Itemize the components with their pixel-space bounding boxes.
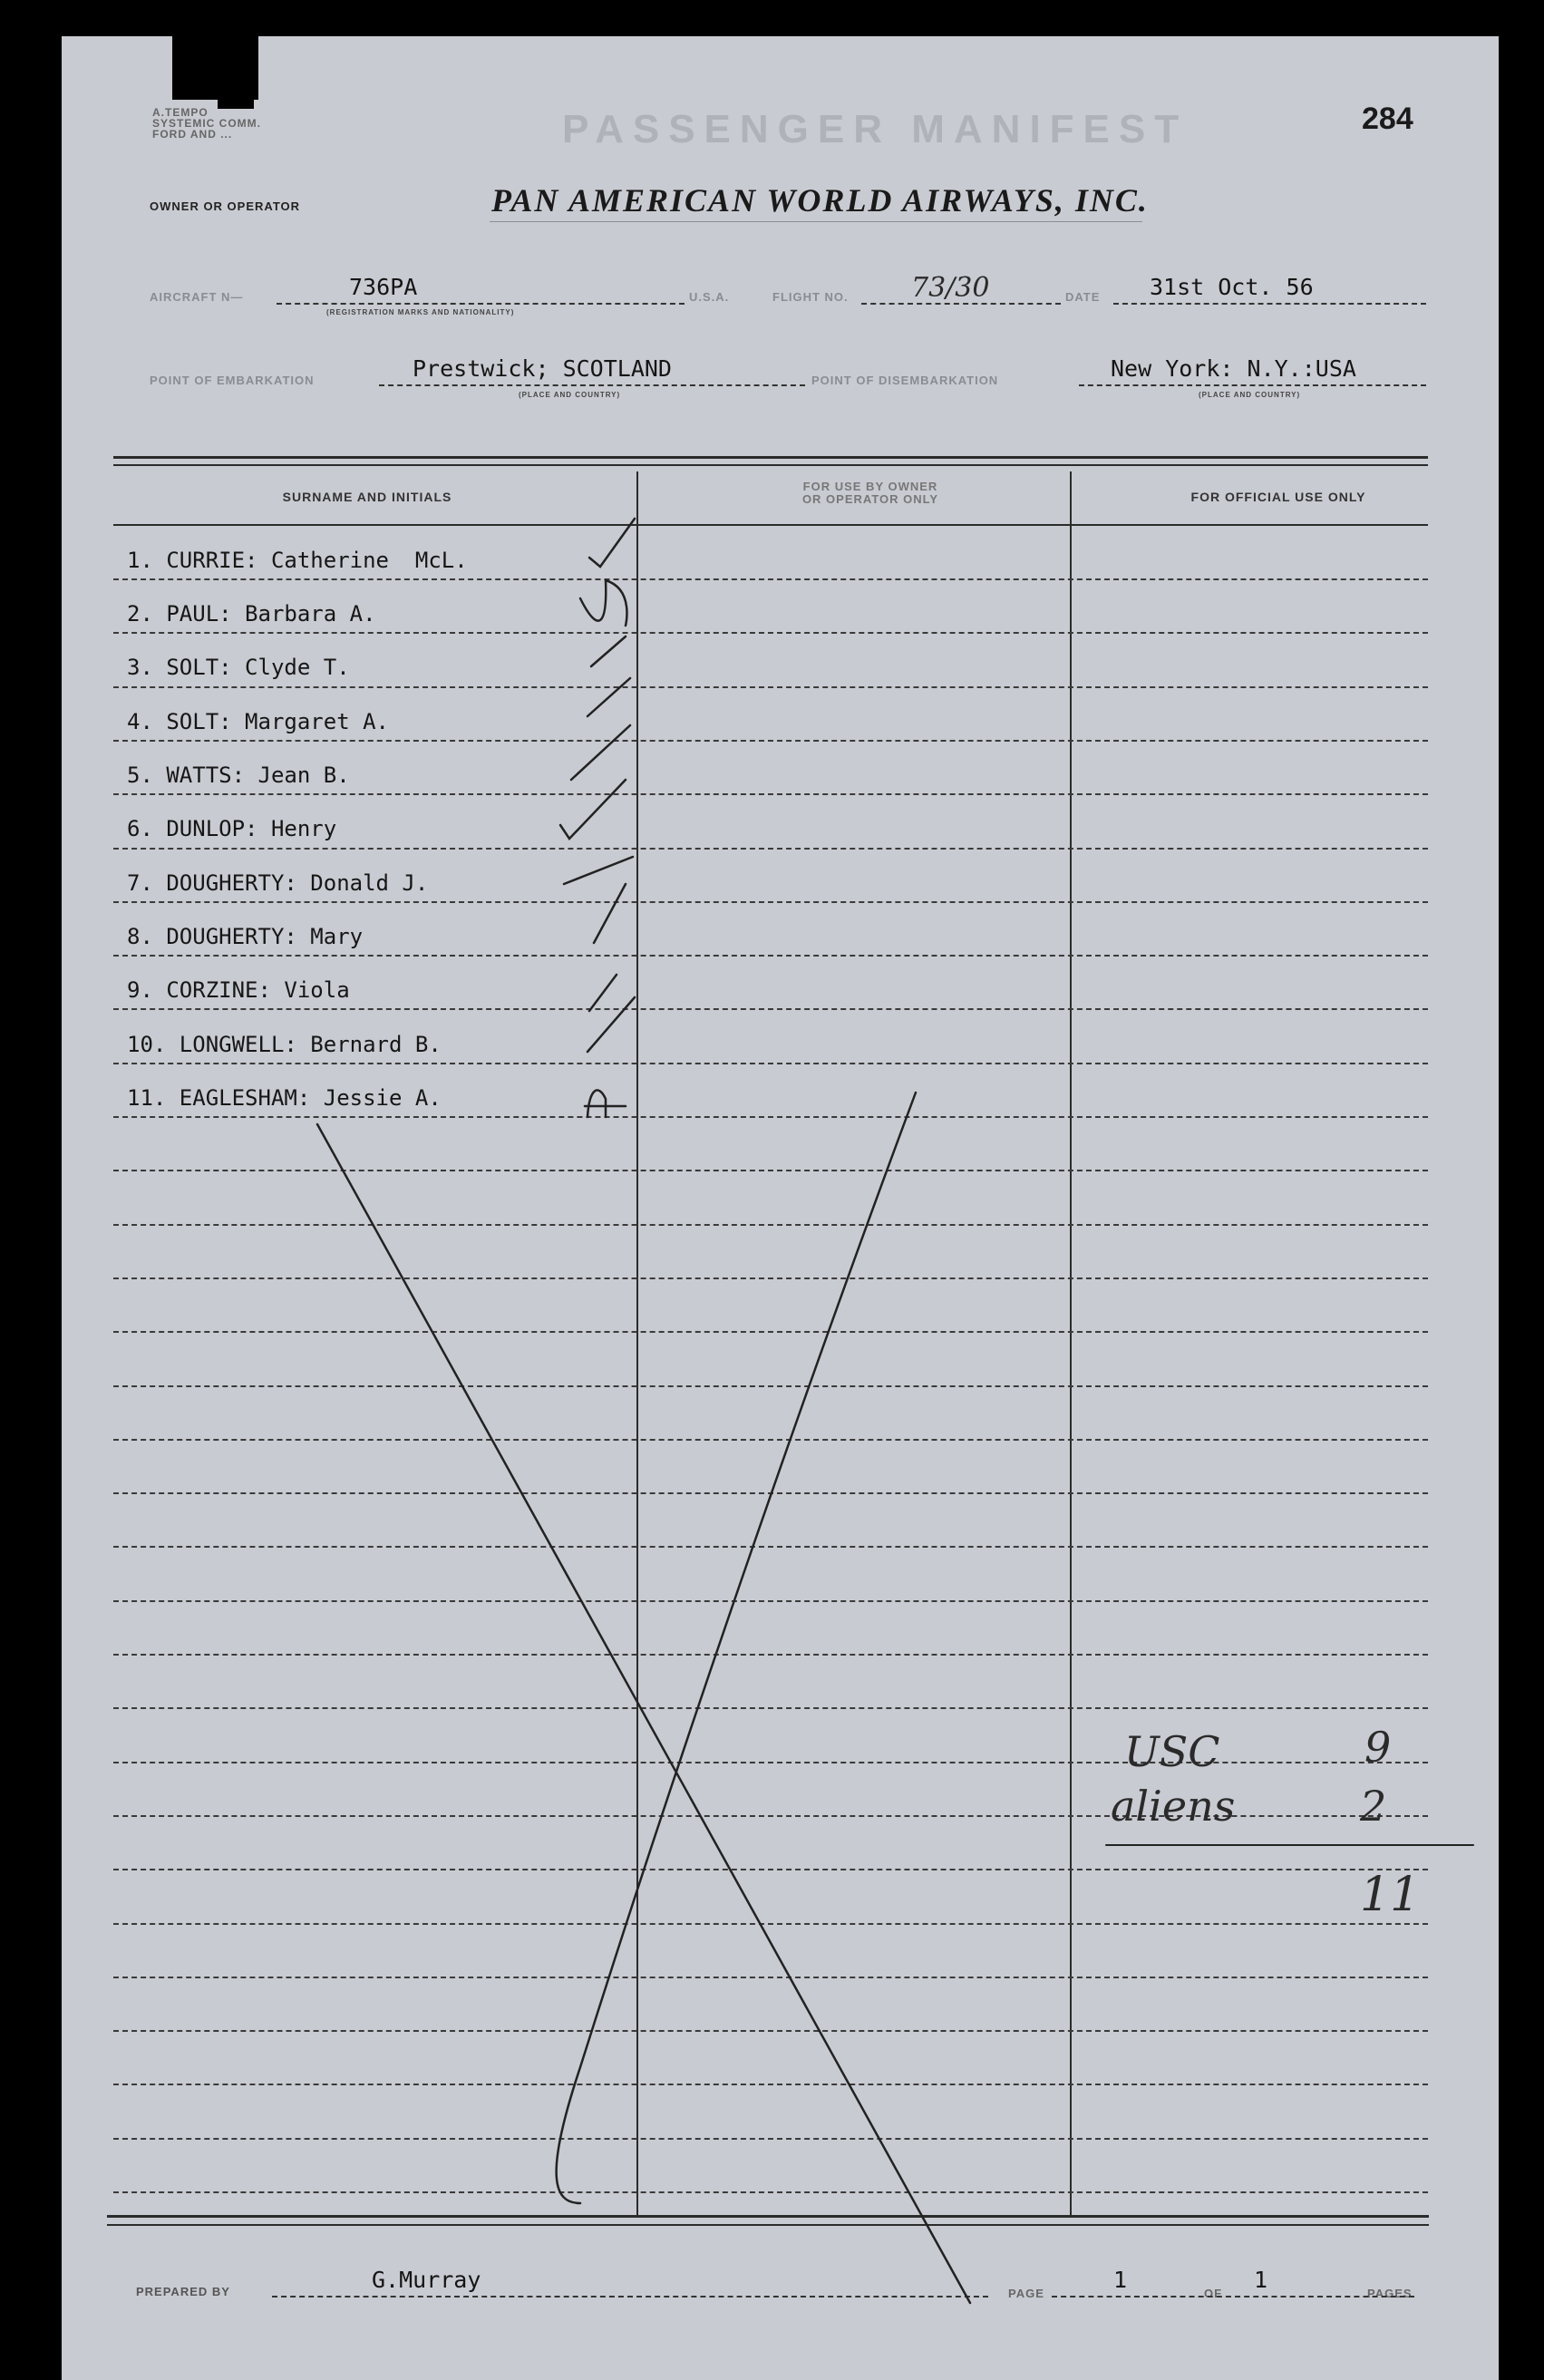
embarkation-label: POINT OF EMBARKATION	[150, 374, 315, 387]
disembarkation-label: POINT OF DISEMBARKATION	[811, 374, 999, 387]
tally-total: 11	[1360, 1868, 1421, 1922]
disembarkation-value: New York: N.Y.:USA	[1111, 355, 1356, 382]
checkmark-icon	[589, 975, 617, 1011]
checkmark-icon	[571, 725, 630, 780]
cross-out-stroke-1	[317, 1124, 970, 2303]
checkmark-icon	[587, 678, 630, 716]
passenger-row: 8. DOUGHERTY: Mary	[127, 924, 364, 949]
tally-aliens-count: 2	[1360, 1782, 1387, 1831]
cross-out-stroke-2	[557, 1093, 916, 2203]
tally-aliens-label: aliens	[1111, 1782, 1236, 1831]
page-label: PAGE	[1008, 2287, 1044, 2300]
passenger-row: 9. CORZINE: Viola	[127, 977, 350, 1003]
passenger-row: 5. WATTS: Jean B.	[127, 763, 350, 788]
disembarkation-caption: (PLACE AND COUNTRY)	[1199, 391, 1301, 399]
passenger-row: 4. SOLT: Margaret A.	[127, 709, 389, 734]
pages-label: PAGES	[1367, 2287, 1413, 2300]
owner-value: PAN AMERICAN WORLD AIRWAYS, INC.	[491, 182, 1149, 219]
of-label: OF	[1204, 2287, 1223, 2300]
embarkation-value: Prestwick; SCOTLAND	[413, 355, 672, 382]
initial-mark-icon	[580, 580, 626, 626]
checkmark-icon	[591, 636, 626, 666]
stamped-page-number: 284	[1362, 102, 1413, 136]
aircraft-label: AIRCRAFT N—	[150, 290, 244, 304]
passenger-row: 7. DOUGHERTY: Donald J.	[127, 870, 429, 896]
of-value: 1	[1254, 2267, 1268, 2293]
col-header-official-use: FOR OFFICIAL USE ONLY	[1190, 490, 1366, 504]
tally-usc-count: 9	[1364, 1723, 1392, 1772]
checkmark-icon	[564, 857, 633, 884]
flight-value: 73/30	[911, 272, 990, 304]
flight-label: FLIGHT NO.	[772, 290, 849, 304]
usa-label: U.S.A.	[689, 290, 730, 304]
col-header-owner-use: FOR USE BY OWNER OR OPERATOR ONLY	[801, 480, 939, 506]
passenger-row: 6. DUNLOP: Henry	[127, 816, 337, 841]
col-header-surname: SURNAME AND INITIALS	[282, 490, 452, 504]
prepared-by-label: PREPARED BY	[136, 2285, 230, 2298]
date-label: DATE	[1065, 290, 1101, 304]
aircraft-caption: (REGISTRATION MARKS AND NATIONALITY)	[326, 308, 515, 316]
checkmark-icon	[560, 780, 626, 839]
initial-mark-icon	[585, 1090, 626, 1117]
page-value: 1	[1113, 2267, 1128, 2293]
form-title: PASSENGER MANIFEST	[562, 107, 1189, 151]
checkmark-icon	[589, 519, 635, 567]
date-value: 31st Oct. 56	[1150, 274, 1314, 300]
passenger-row: 10. LONGWELL: Bernard B.	[127, 1032, 442, 1057]
prepared-by-value: G.Murray	[372, 2267, 481, 2293]
checkmark-icon	[594, 884, 626, 943]
tally-usc-label: USC	[1124, 1727, 1220, 1776]
passenger-row: 1. CURRIE: Catherine McL.	[127, 548, 468, 573]
owner-label: OWNER OR OPERATOR	[150, 199, 301, 213]
agency-stamp: A.TEMPO SYSTEMIC COMM. FORD AND ...	[152, 106, 262, 141]
passenger-row: 3. SOLT: Clyde T.	[127, 655, 350, 680]
embarkation-caption: (PLACE AND COUNTRY)	[519, 391, 621, 399]
passenger-row: 2. PAUL: Barbara A.	[127, 601, 376, 627]
passenger-row: 11. EAGLESHAM: Jessie A.	[127, 1085, 442, 1111]
aircraft-value: 736PA	[349, 274, 418, 300]
